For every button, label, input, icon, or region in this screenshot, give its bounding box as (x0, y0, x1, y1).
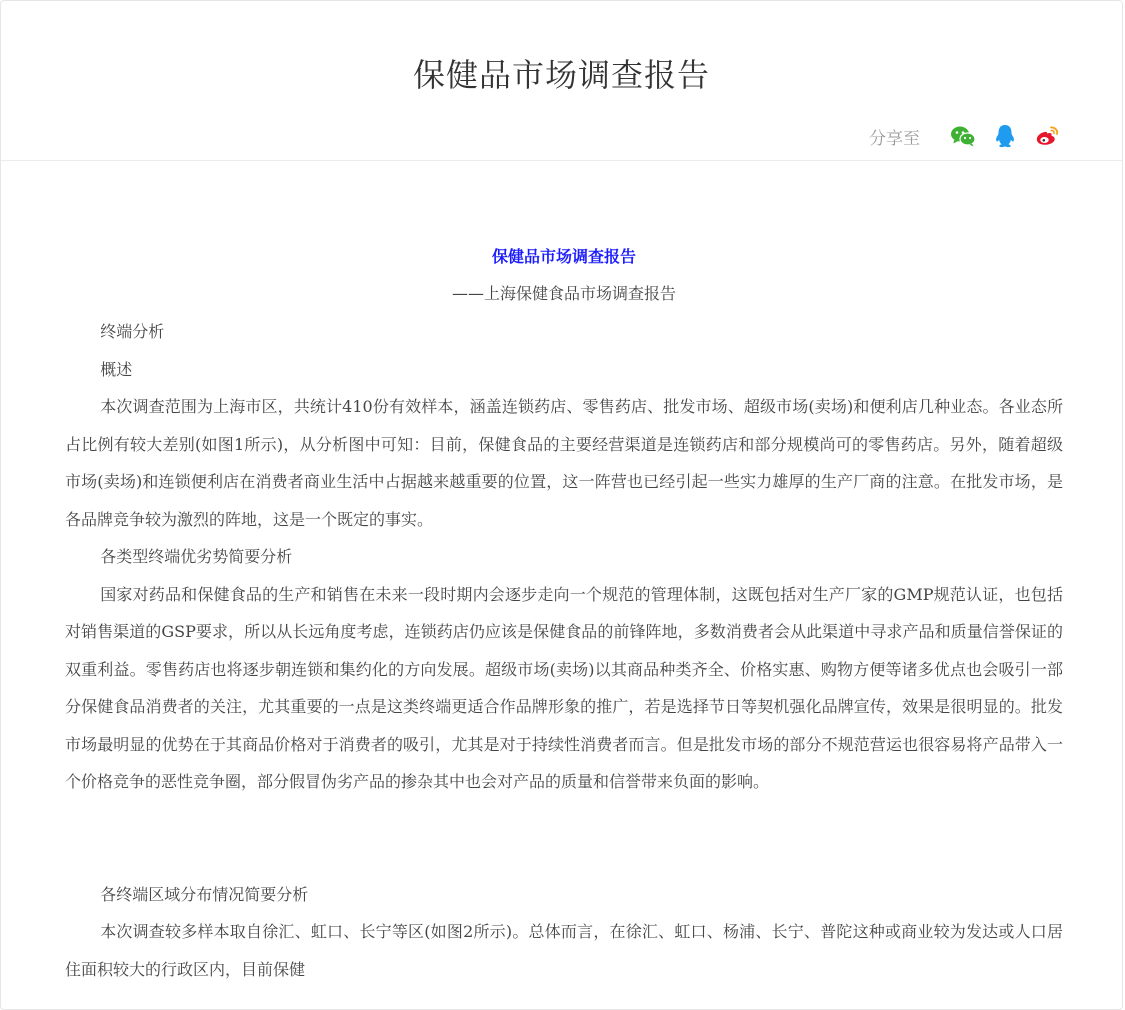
section-heading-regional-distribution: 各终端区域分布情况简要分析 (100, 884, 309, 904)
share-bar (869, 121, 1060, 151)
section-heading-terminal-analysis: 终端分析 (100, 322, 165, 341)
qq-icon[interactable] (992, 123, 1018, 149)
paragraph-pros-cons: 国家对药品和保健食品的生产和销售在未来一段时期内会逐步走向一个规范的管理体制，这既包括对生产厂家的GMP规范认证，也包括对销售渠道的GSP要求，所以从长远角度考虑，连锁药店仍应该是保健食品的前锋阵地，多数消费者会从此渠道中寻求产品和质量信誉保证的双重利益。零售药店也将逐步朝连锁和集约化的方向发展。超级市场(卖场)以其商品种类齐全、价格实惠、购物方便等诸多优点也会吸引一部分保健食品消费者的关注，尤其重要的一点是这类终端更适合作品牌形象的推广，若是选择节日等契机强化品牌宣传，效果是很明显的。批发市场最明显的优势在于其商品价格对于消费者的吸引，尤其是对于持续性消费者而言。但是批发市场的部分不规范营运也很容易将产品带入一个价格竞争的恶性竞争圈，部分假冒伪劣产品的掺杂其中也会对产品的质量和信誉带来负面的影响。 (65, 584, 1063, 791)
paragraph-overview: 本次调查范围为上海市区，共统计410份有效样本，涵盖连锁药店、零售药店、批发市场、超级市场(卖场)和便利店几种业态。各业态所占比例有较大差别(如图1所示)，从分析图中可知：目前，保健食品的主要经营渠道是连锁药店和部分规模尚可的零售药店。另外，随着超级市场(卖场)和连锁便利店在消费者商业生活中占据越来越重要的位置，这一阵营也已经引起一些实力雄厚的生产厂商的注意。在批发市场，是各品牌竞争较为激烈的阵地，这是一个既定的事实。 (65, 397, 1063, 529)
article-header (1, 1, 1122, 161)
article-title: 保健品市场调查报告 (491, 247, 636, 266)
section-heading-terminal-pros-cons: 各类型终端优劣势简要分析 (100, 547, 293, 566)
section-heading-overview: 概述 (100, 359, 133, 379)
share-label: 分享至 (869, 128, 920, 149)
wechat-icon[interactable] (950, 123, 976, 149)
figure-placeholder (65, 801, 1063, 876)
weibo-icon[interactable] (1034, 123, 1060, 149)
paragraph-regional-distribution: 本次调查较多样本取自徐汇、虹口、长宁等区(如图2所示)。总体而言，在徐汇、虹口、杨浦、长宁、普陀这种或商业较为发达或人口居住面积较大的行政区内，目前保健 (65, 922, 1063, 979)
page-title: 保健品市场调查报告 (412, 56, 710, 94)
article-body (65, 239, 1063, 988)
article-subtitle: ——上海保健食品市场调查报告 (451, 284, 676, 303)
